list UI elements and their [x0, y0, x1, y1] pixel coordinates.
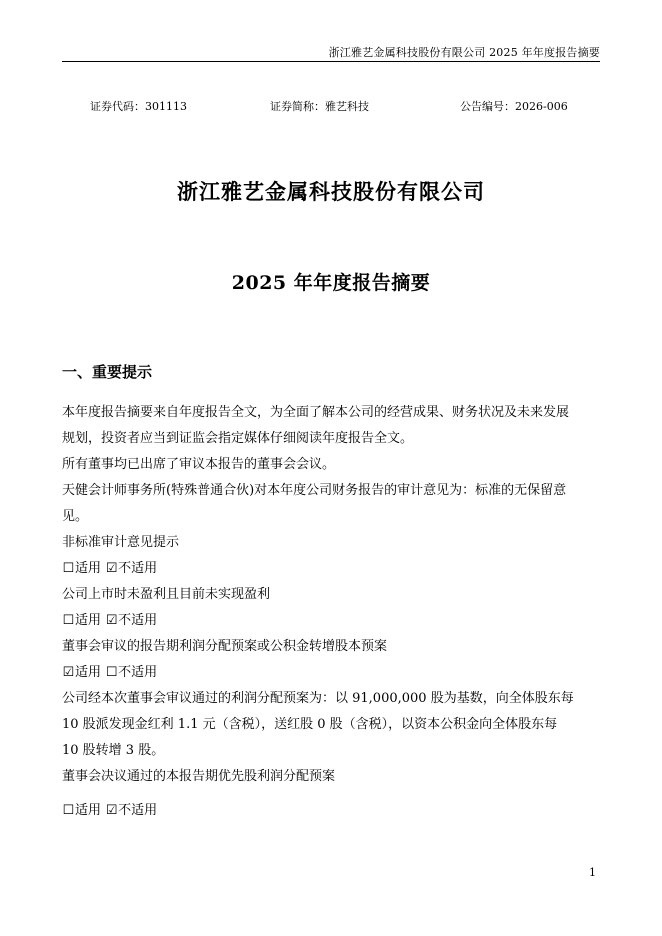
paragraph-distribution-line1: 公司经本次董事会审议通过的利润分配预案为：以 91,000,000 股为基数，向全体股东每: [62, 691, 574, 706]
paragraph-distribution-line2: 10 股派发现金红利 1.1 元（含税），送红股 0 股（含税），以资本公积金向全体股东每: [62, 717, 558, 732]
options-preferred-stock: [62, 798, 602, 824]
option-not-applicable-label: 不适用: [118, 613, 158, 628]
options-nonstandard-audit: [62, 556, 602, 582]
option-not-applicable-label: 不适用: [118, 803, 158, 818]
announcement-number: 公告编号：2026-006: [460, 100, 568, 113]
paragraph-distribution-line3: 10 股转增 3 股。: [62, 743, 165, 758]
option-applicable-label: 适用: [75, 613, 102, 628]
option-not-applicable-label: 不适用: [118, 665, 158, 680]
option-applicable-label: 适用: [75, 803, 102, 818]
paragraph-summary-line2: 规划，投资者应当到证监会指定媒体仔细阅读年度报告全文。: [62, 431, 414, 446]
paragraph-directors: 所有董事均已出席了审议本报告的董事会会议。: [62, 457, 336, 472]
checkbox-not-applicable: ☑: [105, 561, 118, 576]
header-rule: [62, 61, 600, 62]
running-header: 浙江雅艺金属科技股份有限公司 2025 年年度报告摘要: [328, 46, 600, 59]
question-nonstandard-audit: 非标准审计意见提示: [62, 535, 180, 550]
paragraph-summary-line1: 本年度报告摘要来自年度报告全文，为全面了解本公司的经营成果、财务状况及未来发展: [62, 405, 570, 420]
paragraph-audit-line1: 天健会计师事务所(特殊普通合伙)对本年度公司财务报告的审计意见为：标准的无保留意: [62, 483, 567, 498]
options-profit-distribution: [62, 660, 602, 686]
checkbox-not-applicable: ☑: [105, 613, 118, 628]
securities-code: 证券代码：301113: [90, 100, 187, 113]
question-preferred-stock: 董事会决议通过的本报告期优先股利润分配预案: [62, 769, 336, 784]
checkbox-not-applicable: ☑: [105, 803, 118, 818]
option-applicable-label: 适用: [75, 561, 102, 576]
report-title: 2025 年年度报告摘要: [231, 272, 431, 294]
checkbox-applicable: ☐: [62, 613, 75, 628]
checkbox-applicable: ☐: [62, 561, 75, 576]
checkbox-not-applicable: ☐: [105, 665, 118, 680]
section-heading: 一、重要提示: [62, 363, 153, 381]
question-profit-distribution: 董事会审议的报告期利润分配预案或公积金转增股本预案: [62, 639, 388, 654]
option-not-applicable-label: 不适用: [118, 561, 158, 576]
page-number: 1: [589, 866, 596, 879]
checkbox-applicable: ☐: [62, 803, 75, 818]
options-unprofitable: [62, 608, 602, 634]
checkbox-applicable: ☑: [62, 665, 75, 680]
question-unprofitable: 公司上市时未盈利且目前未实现盈利: [62, 587, 271, 602]
securities-abbreviation: 证券简称：雅艺科技: [270, 100, 369, 113]
company-title: 浙江雅艺金属科技股份有限公司: [177, 179, 485, 204]
paragraph-audit-line2: 见。: [62, 509, 89, 524]
option-applicable-label: 适用: [75, 665, 102, 680]
